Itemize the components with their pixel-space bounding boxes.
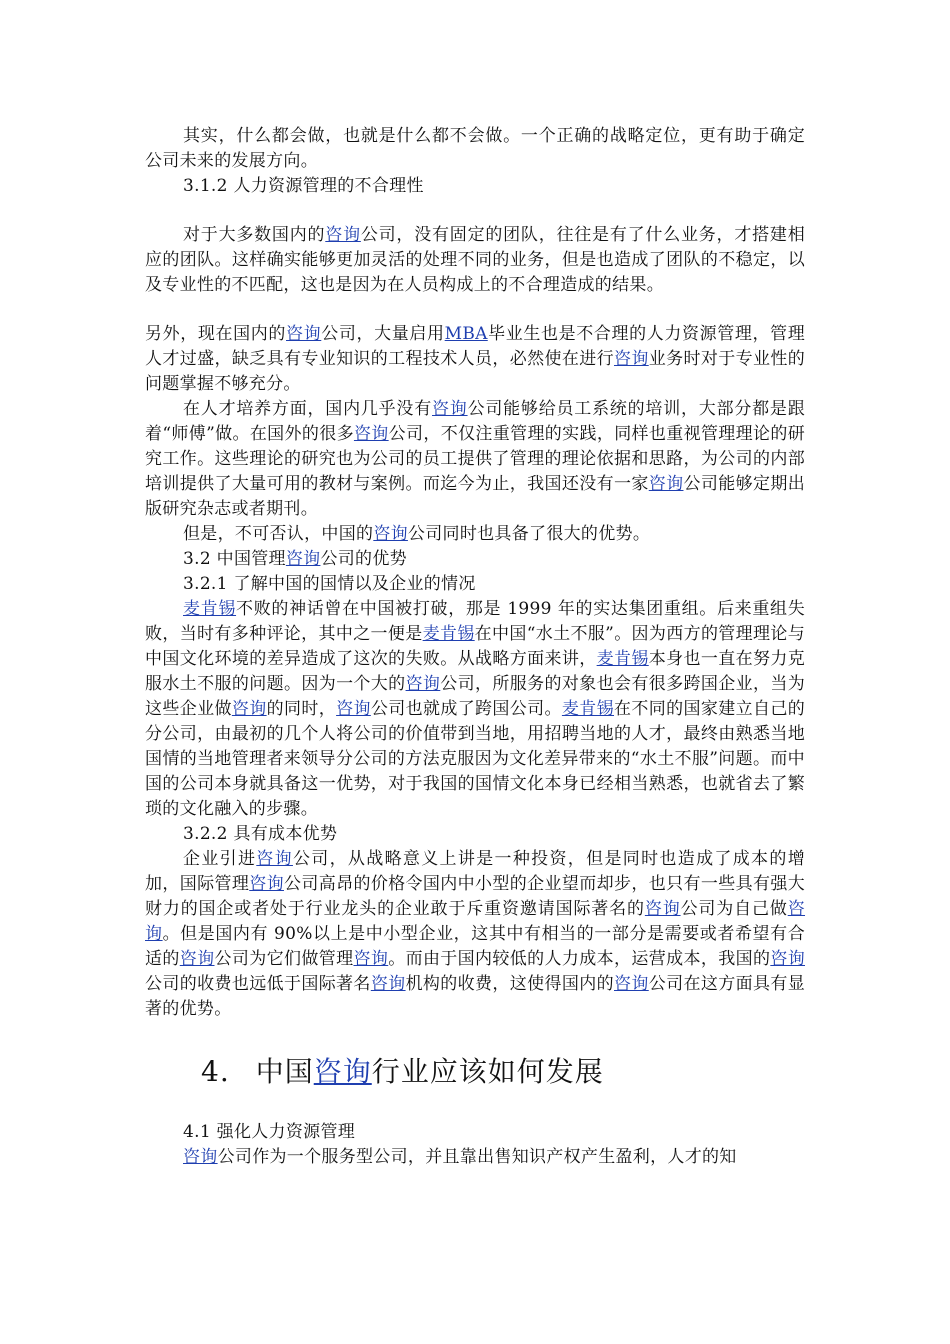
heading-3-2-2: 3.2.2 具有成本优势 — [183, 824, 338, 844]
link-consult[interactable]: 咨询 — [145, 899, 806, 944]
spacer — [145, 1092, 805, 1120]
link-consult[interactable]: 咨询 — [405, 674, 441, 694]
paragraph-service-company: 咨询公司作为一个服务型公司，并且靠出售知识产权产生盈利，人才的知 — [183, 1147, 737, 1167]
paragraph-mba-graduates: 另外，现在国内的咨询公司，大量启用MBA毕业生也是不合理的人力资源管理，管理人才过盛，缺乏具有专业知识的工程技术人员，必然使在进行咨询业务时对于专业性的问题掌握不够充分。 — [145, 324, 806, 394]
link-consult[interactable]: 咨询 — [325, 225, 361, 245]
link-consult[interactable]: 咨询 — [373, 524, 408, 544]
heading-4-1: 4.1 强化人力资源管理 — [183, 1122, 356, 1142]
link-consult[interactable]: 咨询 — [613, 349, 649, 369]
link-consult[interactable]: 咨询 — [336, 699, 371, 719]
heading-3-1-2: 3.1.2 人力资源管理的不合理性 — [183, 176, 424, 196]
link-mckinsey[interactable]: 麦肯锡 — [561, 699, 615, 719]
link-consult[interactable]: 咨询 — [370, 974, 406, 994]
link-consult[interactable]: 咨询 — [231, 699, 267, 719]
link-consult[interactable]: 咨询 — [648, 474, 684, 494]
link-consult[interactable]: 咨询 — [353, 949, 389, 969]
heading-3-2-1: 3.2.1 了解中国的国情以及企业的情况 — [183, 574, 476, 594]
paragraph-strategy-positioning: 其实，什么都会做，也就是什么都不会做。一个正确的战略定位，更有助于确定公司未来的发展方向。 — [145, 126, 805, 171]
link-consult[interactable]: 咨询 — [313, 1055, 372, 1088]
paragraph-team-instability: 对于大多数国内的咨询公司，没有固定的团队，往往是有了什么业务，才搭建相应的团队。这样确实能够更加灵活的处理不同的业务，但是也造成了团队的不稳定，以及专业性的不匹配，这也是因为在人员构成上的不合理造成的结果。 — [145, 225, 805, 295]
spacer — [145, 1022, 805, 1052]
link-mckinsey[interactable]: 麦肯锡 — [183, 599, 237, 619]
link-mckinsey[interactable]: 麦肯锡 — [422, 624, 475, 644]
paragraph-mckinsey: 麦肯锡不败的神话曾在中国被打破，那是 1999 年的实达集团重组。后来重组失败，当时有多种评论，其中之一便是麦肯锡在中国“水土不服”。因为西方的管理理论与中国文化环境的差异造成了这次的失败。从战略方面来讲，麦肯锡本身也一直在努力克服水土不服的问题。因为一个大的咨询公司，所服务的对象也会有很多跨国企业，当为这些企业做咨询的同时，咨询公司也就成了跨国公司。麦肯锡在不同的国家建立自己的分公司，由最初的几个人将公司的价值带到当地，用招聘当地的人才，最终由熟悉当地国情的当地管理者来领导分公司的方法克服因为文化差异带来的“水土不服”问题。而中国的公司本身就具备这一优势，对于我国的国情文化本身已经相当熟悉，也就省去了繁琐的文化融入的步骤。 — [145, 599, 806, 819]
link-consult[interactable]: 咨询 — [644, 899, 681, 919]
paragraph-talent-training: 在人才培养方面，国内几乎没有咨询公司能够给员工系统的培训，大部分都是跟着“师傅”做。在国外的很多咨询公司，不仅注重管理的实践，同样也重视管理理论的研究工作。这些理论的研究也为公司的员工提供了管理的理论依据和思路，为公司的内部培训提供了大量可用的教材与案例。而迄今为止，我国还没有一家咨询公司能够定期出版研究杂志或者期刊。 — [145, 399, 806, 519]
spacer — [145, 199, 805, 223]
document-page — [145, 124, 805, 1170]
link-consult[interactable]: 咨询 — [183, 1147, 218, 1167]
link-consult[interactable]: 咨询 — [770, 949, 805, 969]
link-consult[interactable]: 咨询 — [353, 424, 389, 444]
link-consult[interactable]: 咨询 — [432, 399, 468, 419]
link-consult[interactable]: 咨询 — [249, 874, 284, 894]
heading-3-2: 3.2 中国管理咨询公司的优势 — [183, 549, 407, 569]
section-4-heading: 4. 中国咨询行业应该如何发展 — [201, 1055, 604, 1088]
link-mckinsey[interactable]: 麦肯锡 — [596, 649, 649, 669]
link-consult[interactable]: 咨询 — [614, 974, 649, 994]
paragraph-advantages-intro: 但是，不可否认，中国的咨询公司同时也具备了很大的优势。 — [183, 524, 651, 544]
link-consult[interactable]: 咨询 — [256, 849, 293, 869]
link-consult[interactable]: 咨询 — [285, 549, 321, 569]
spacer — [145, 298, 805, 322]
link-consult[interactable]: 咨询 — [286, 324, 322, 344]
link-mba[interactable]: MBA — [444, 324, 488, 344]
paragraph-cost-advantage: 企业引进咨询公司，从战略意义上讲是一种投资，但是同时也造成了成本的增加，国际管理咨询公司高昂的价格令国内中小型的企业望而却步，也只有一些具有强大财力的国企或者处于行业龙头的企业敢于斥重资邀请国际著名的咨询公司为自己做咨询。但是国内有 90%以上是中小型企业，这其中有相当的一部分是需要或者希望有合适的咨询公司为它们做管理咨询。而由于国内较低的人力成本，运营成本，我国的咨询公司的收费也远低于国际著名咨询机构的收费，这使得国内的咨询公司在这方面具有显著的优势。 — [145, 849, 806, 1019]
link-consult[interactable]: 咨询 — [179, 949, 215, 969]
